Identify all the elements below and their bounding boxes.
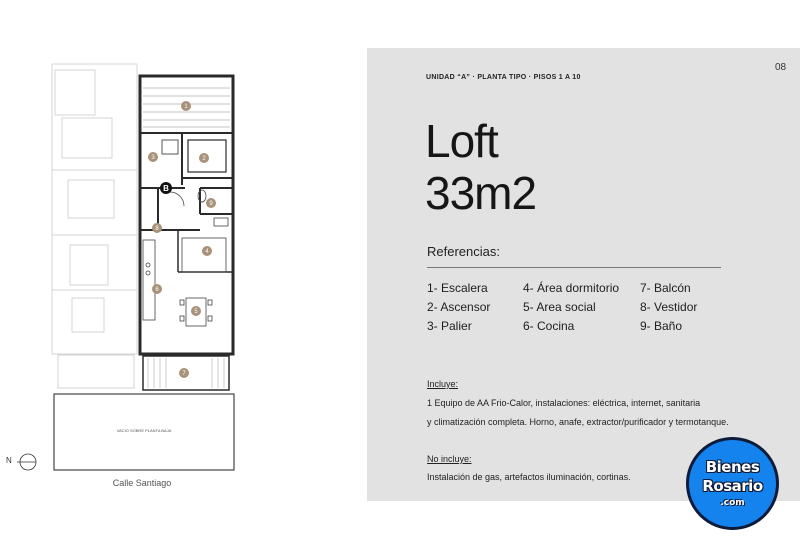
unit-info-panel xyxy=(367,48,800,501)
floor-plan-drawing xyxy=(0,0,360,550)
core-b-label: B xyxy=(163,184,169,193)
unit-header: UNIDAD “A” · PLANTA TIPO · PISOS 1 A 10 xyxy=(426,74,581,81)
includes-text-line2: y climatización completa. Horno, anafe, extractor/purificador y termotanque. xyxy=(427,417,729,427)
room-marker-label: 6 xyxy=(155,287,159,293)
excludes-title: No incluye: xyxy=(427,454,472,464)
reference-item: 3- Palier xyxy=(427,319,472,333)
references-divider xyxy=(427,267,721,268)
logo-line1: Bienes xyxy=(705,458,760,476)
north-label: N xyxy=(6,456,12,465)
shaft-duct xyxy=(162,140,178,154)
reference-item: 2- Ascensor xyxy=(427,300,491,314)
logo-line3: .com xyxy=(720,498,745,508)
room-marker-label: 1 xyxy=(184,104,188,110)
reference-item: 7- Balcón xyxy=(640,281,691,295)
street-label: Calle Santiago xyxy=(112,478,172,488)
room-marker-label: 5 xyxy=(194,309,198,315)
room-marker-label: 7 xyxy=(182,371,186,377)
room-marker-label: 8 xyxy=(155,226,159,232)
furniture xyxy=(143,190,228,326)
references-title: Referencias: xyxy=(427,244,500,259)
includes-text-line1: 1 Equipo de AA Frio-Calor, instalaciones: eléctrica, internet, sanitaria xyxy=(427,398,701,408)
includes-title: Incluye: xyxy=(427,379,459,389)
room-marker-label: 8 xyxy=(194,334,198,340)
room-marker-label: 2 xyxy=(202,156,206,162)
reference-item: 5- Area social xyxy=(523,300,596,314)
reference-item: 4- Área dormitorio xyxy=(523,281,620,295)
room-marker-label: 9 xyxy=(209,201,213,207)
title-unit-area: 33m2 xyxy=(425,167,537,219)
logo-line2: Rosario xyxy=(702,477,763,495)
room-marker-label: 3 xyxy=(151,155,155,161)
unit-walls xyxy=(140,76,233,354)
title-unit-type: Loft xyxy=(425,115,498,167)
page-number: 08 xyxy=(775,62,787,73)
floor-plan xyxy=(0,0,360,550)
room-marker-label: 4 xyxy=(205,249,209,255)
adjacent-unit-outline xyxy=(52,64,137,388)
excludes-text: Instalación de gas, artefactos iluminación, cortinas. xyxy=(427,472,631,482)
bienes-rosario-logo[interactable] xyxy=(686,437,779,530)
reference-item: 6- Cocina xyxy=(523,319,575,333)
reference-item: 8- Vestidor xyxy=(640,300,698,314)
reference-item: 1- Escalera xyxy=(427,281,488,295)
void-label: VACIO SOBRE PLANTA BAJA xyxy=(116,428,172,433)
reference-item: 9- Baño xyxy=(640,319,683,333)
